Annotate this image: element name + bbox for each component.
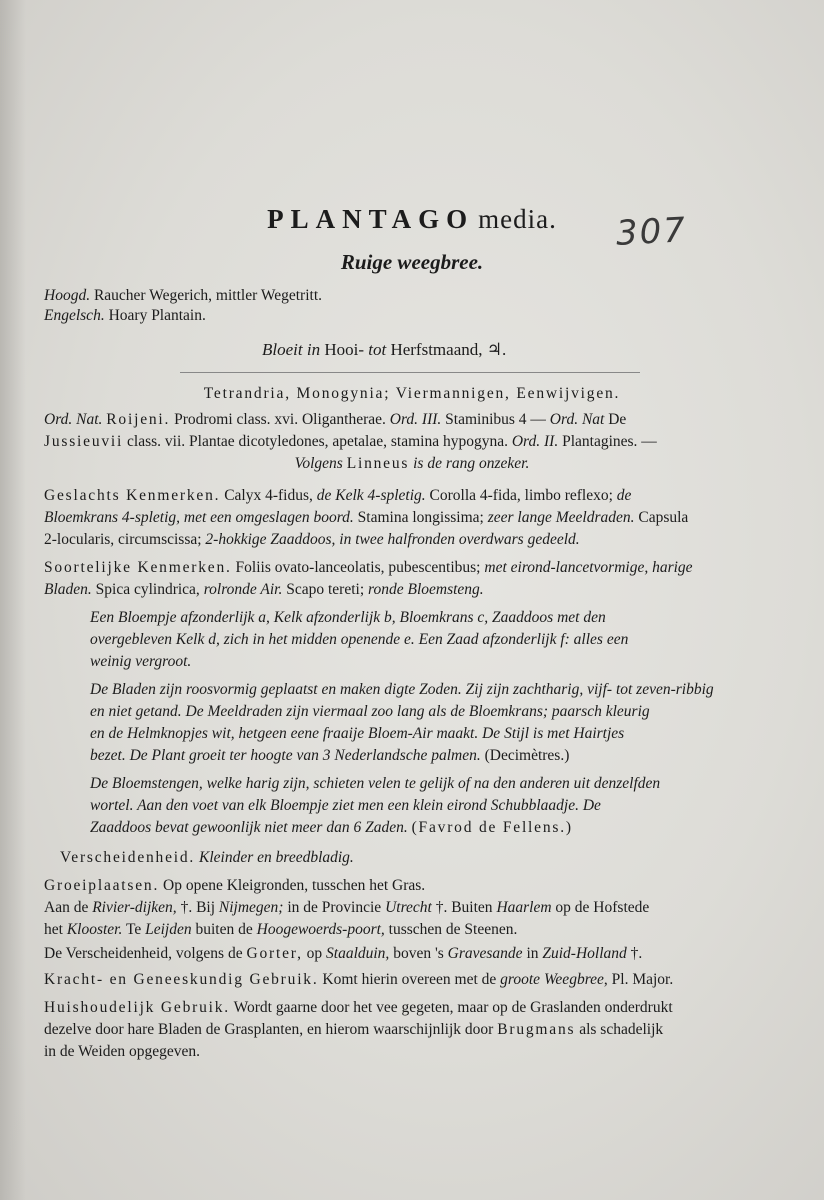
- title-genus: PLANTAGO: [267, 204, 475, 234]
- title-species: media.: [478, 204, 557, 234]
- habitat-line-3: het Klooster. Te Leijden buiten de Hoogewoerds-poort, tusschen de Steenen.: [44, 921, 518, 938]
- figures-line-3: weinig vergroot.: [90, 653, 192, 670]
- page-edge-shadow: [0, 0, 26, 1200]
- variety-line: Verscheidenheid. Kleinder en breedbladig.: [60, 849, 354, 866]
- page-title: [0, 204, 824, 235]
- desc1-line-4: bezet. De Plant groeit ter hoogte van 3 Nederlandsche palmen. (Decimètres.): [90, 747, 570, 764]
- handwritten-number: 307: [615, 210, 688, 254]
- habitat-line-2: Aan de Rivier-dijken, †. Bij Nijmegen; in de Provincie Utrecht †. Buiten Haarlem op de Hofstede: [44, 899, 650, 916]
- subtitle: Ruige weegbree.: [340, 250, 484, 274]
- desc1-line-1: De Bladen zijn roosvormig geplaatst en maken digte Zoden. Zij zijn zachtharig, vijf- tot zeven-ribbig: [90, 681, 714, 698]
- flowering-line: Bloeit in Hooi- tot Herfstmaand, ♃.: [262, 340, 507, 359]
- name-english: Engelsch. Hoary Plantain.: [44, 307, 206, 324]
- ord-nat-line-1: Ord. Nat. Roijeni. Prodromi class. xvi. Oligantherae. Ord. III. Staminibus 4 — Ord. Nat De: [44, 411, 627, 428]
- geslacht-line-1: Geslachts Kenmerken. Calyx 4-fidus, de Kelk 4-spletig. Corolla 4-fida, limbo reflexo; de: [44, 487, 632, 504]
- use-line-4: in de Weiden opgegeven.: [44, 1043, 200, 1060]
- geslacht-line-3: 2-locularis, circumscissa; 2-hokkige Zaaddoos, in twee halfronden overdwars gedeeld.: [44, 531, 580, 548]
- ord-nat-line-3: Volgens Linneus is de rang onzeker.: [294, 455, 530, 472]
- classification: Tetrandria, Monogynia; Viermannigen, Eenwijvigen.: [203, 385, 621, 402]
- divider: [180, 372, 640, 373]
- habitat-line-4: De Verscheidenheid, volgens de Gorter, op Staalduin, boven 's Gravesande in Zuid-Holland †.: [44, 945, 643, 962]
- desc1-line-3: en de Helmknopjes wit, hetgeen eene fraaije Bloem-Air maakt. De Stijl is met Hairtjes: [90, 725, 625, 742]
- name-german: Hoogd. Raucher Wegerich, mittler Wegetritt.: [44, 287, 323, 304]
- habitat-line-1: Groeiplaatsen. Op opene Kleigronden, tusschen het Gras.: [44, 877, 426, 894]
- geslacht-line-2: Bloemkrans 4-spletig, met een omgeslagen boord. Stamina longissima; zeer lange Meeldraden. Capsula: [44, 509, 689, 526]
- desc2-line-1: De Bloemstengen, welke harig zijn, schieten velen te gelijk of na den anderen uit denzelfden: [90, 775, 661, 792]
- soort-line-2: Bladen. Spica cylindrica, rolronde Air. Scapo tereti; ronde Bloemsteng.: [44, 581, 484, 598]
- figures-line-1: Een Bloempje afzonderlijk a, Kelk afzonderlijk b, Bloemkrans c, Zaaddoos met den: [90, 609, 606, 626]
- use-line-3: dezelve door hare Bladen de Grasplanten, en hierom waarschijnlijk door Brugmans als schadelijk: [44, 1021, 664, 1038]
- ord-nat-line-2: Jussieuvii class. vii. Plantae dicotyledones, apetalae, stamina hypogyna. Ord. II. Plantagines. —: [44, 433, 657, 450]
- desc1-line-2: en niet getand. De Meeldraden zijn viermaal zoo lang als de Bloemkrans; paarsch kleurig: [90, 703, 650, 720]
- soort-line-1: Soortelijke Kenmerken. Foliis ovato-lanceolatis, pubescentibus; met eirond-lancetvormige, harige: [44, 559, 693, 576]
- figures-line-2: overgebleven Kelk d, zich in het midden openende e. Een Zaad afzonderlijk f: alles een: [90, 631, 629, 648]
- use-line-2: Huishoudelijk Gebruik. Wordt gaarne door het vee gegeten, maar op de Graslanden onderdrukt: [44, 999, 673, 1016]
- desc2-line-2: wortel. Aan den voet van elk Bloempje ziet men een klein eirond Schubblaadje. De: [90, 797, 601, 814]
- desc2-line-3: Zaaddoos bevat gewoonlijk niet meer dan 6 Zaden. (Favrod de Fellens.): [90, 819, 573, 836]
- use-line-1: Kracht- en Geneeskundig Gebruik. Komt hierin overeen met de groote Weegbree, Pl. Major.: [44, 971, 674, 988]
